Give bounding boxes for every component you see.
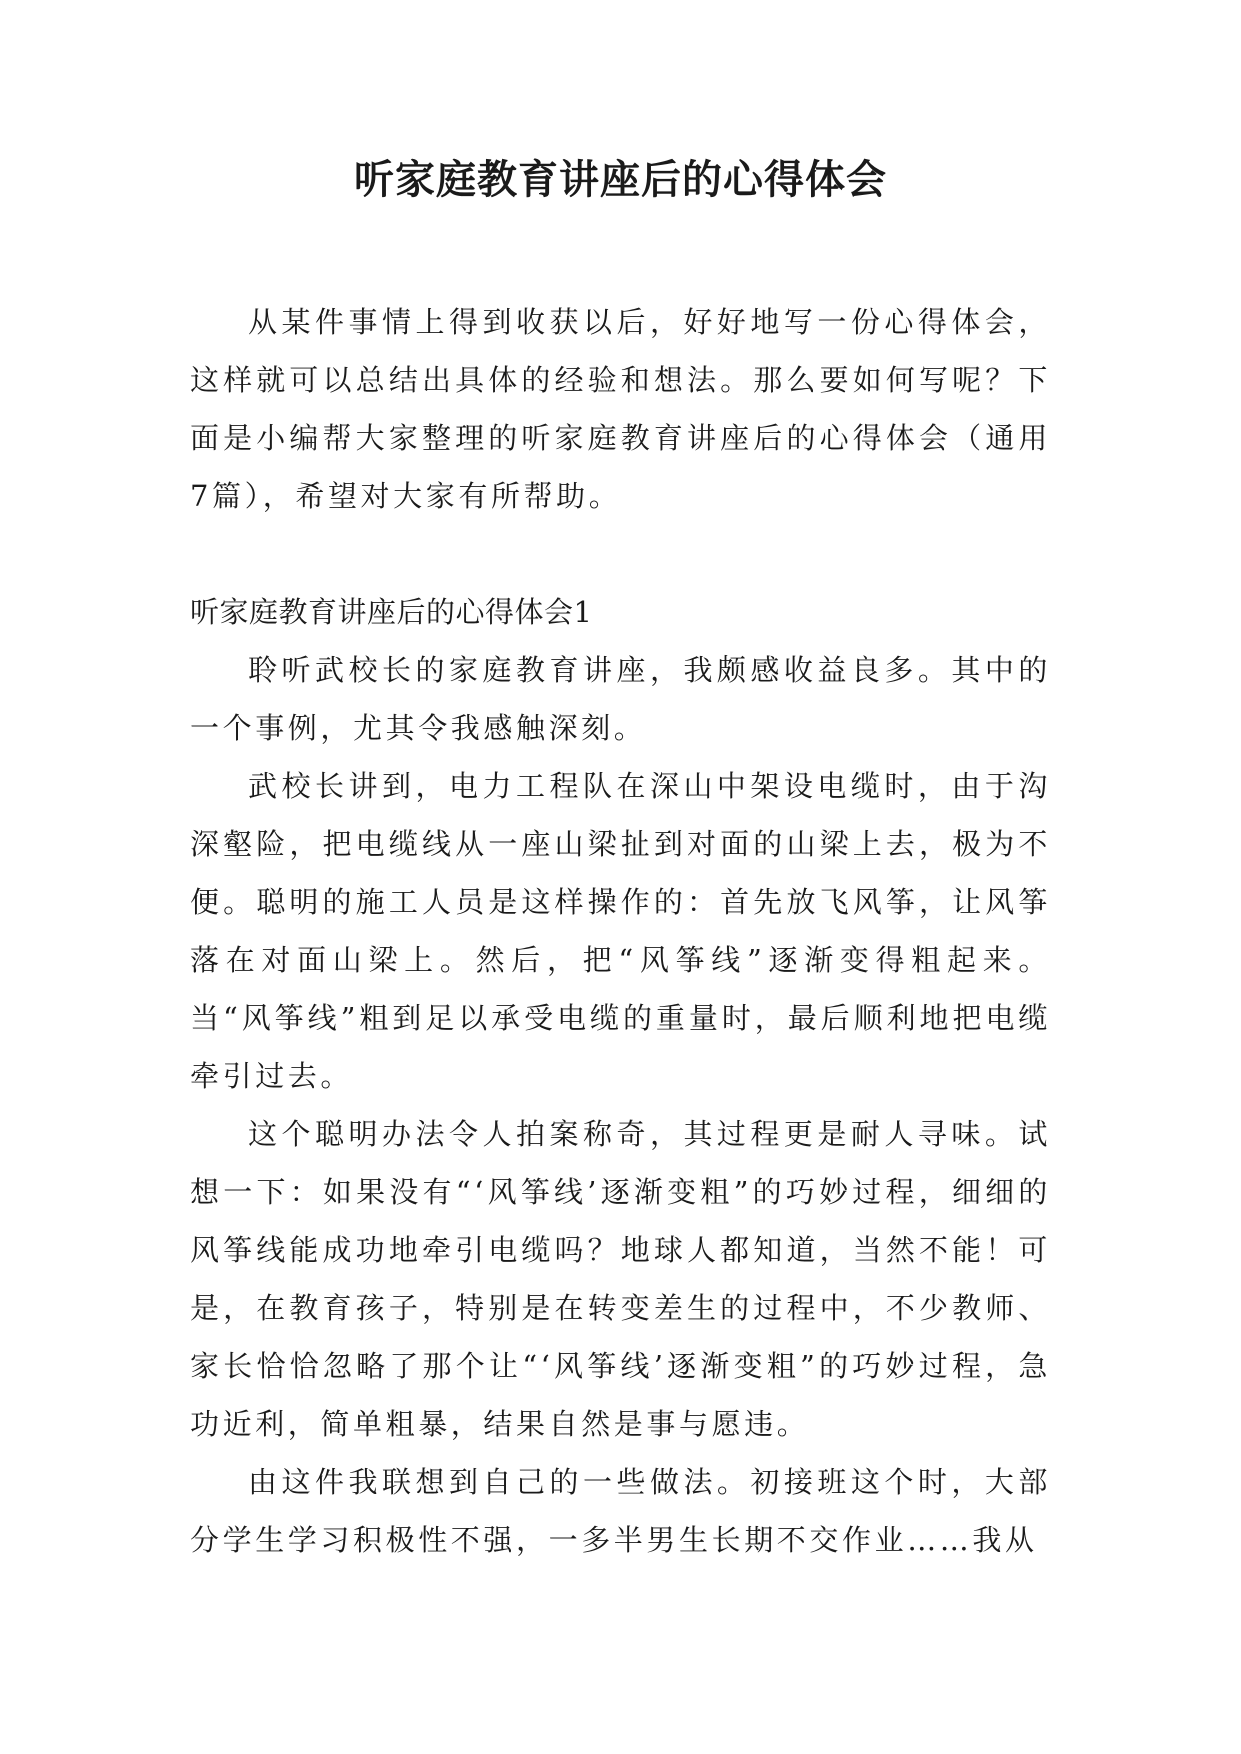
document-title: 听家庭教育讲座后的心得体会: [354, 157, 887, 203]
section-heading: 听家庭教育讲座后的心得体会1: [190, 595, 593, 629]
document-body: [190, 293, 1051, 1569]
body-paragraph-1: 聆听武校长的家庭教育讲座，我颇感收益良多。其中的一个事例，尤其令我感触深刻。: [190, 653, 1051, 745]
body-paragraph-3: 这个聪明办法令人拍案称奇，其过程更是耐人寻味。试想一下：如果没有“‘风筝线’逐渐变粗”的巧妙过程，细细的风筝线能成功地牵引电缆吗？地球人都知道，当然不能！可是，在教育孩子，特别是在转变差生的过程中，不少教师、家长恰恰忽略了那个让“‘风筝线’逐渐变粗”的巧妙过程，急功近利，简单粗暴，结果自然是事与愿违。: [190, 1117, 1051, 1441]
intro-paragraph: 从某件事情上得到收获以后，好好地写一份心得体会，这样就可以总结出具体的经验和想法。那么要如何写呢？下面是小编帮大家整理的听家庭教育讲座后的心得体会（通用7篇），希望对大家有所帮助。: [190, 305, 1051, 513]
body-paragraph-4: 由这件我联想到自己的一些做法。初接班这个时，大部分学生学习积极性不强，一多半男生长期不交作业……我从: [190, 1465, 1051, 1557]
section-heading-wrapper: [190, 583, 1051, 641]
body-paragraph-2: 武校长讲到，电力工程队在深山中架设电缆时，由于沟深壑险，把电缆线从一座山梁扯到对面的山梁上去，极为不便。聪明的施工人员是这样操作的：首先放飞风筝，让风筝落在对面山梁上。然后，把“风筝线”逐渐变得粗起来。当“风筝线”粗到足以承受电缆的重量时，最后顺利地把电缆牵引过去。: [190, 769, 1051, 1093]
